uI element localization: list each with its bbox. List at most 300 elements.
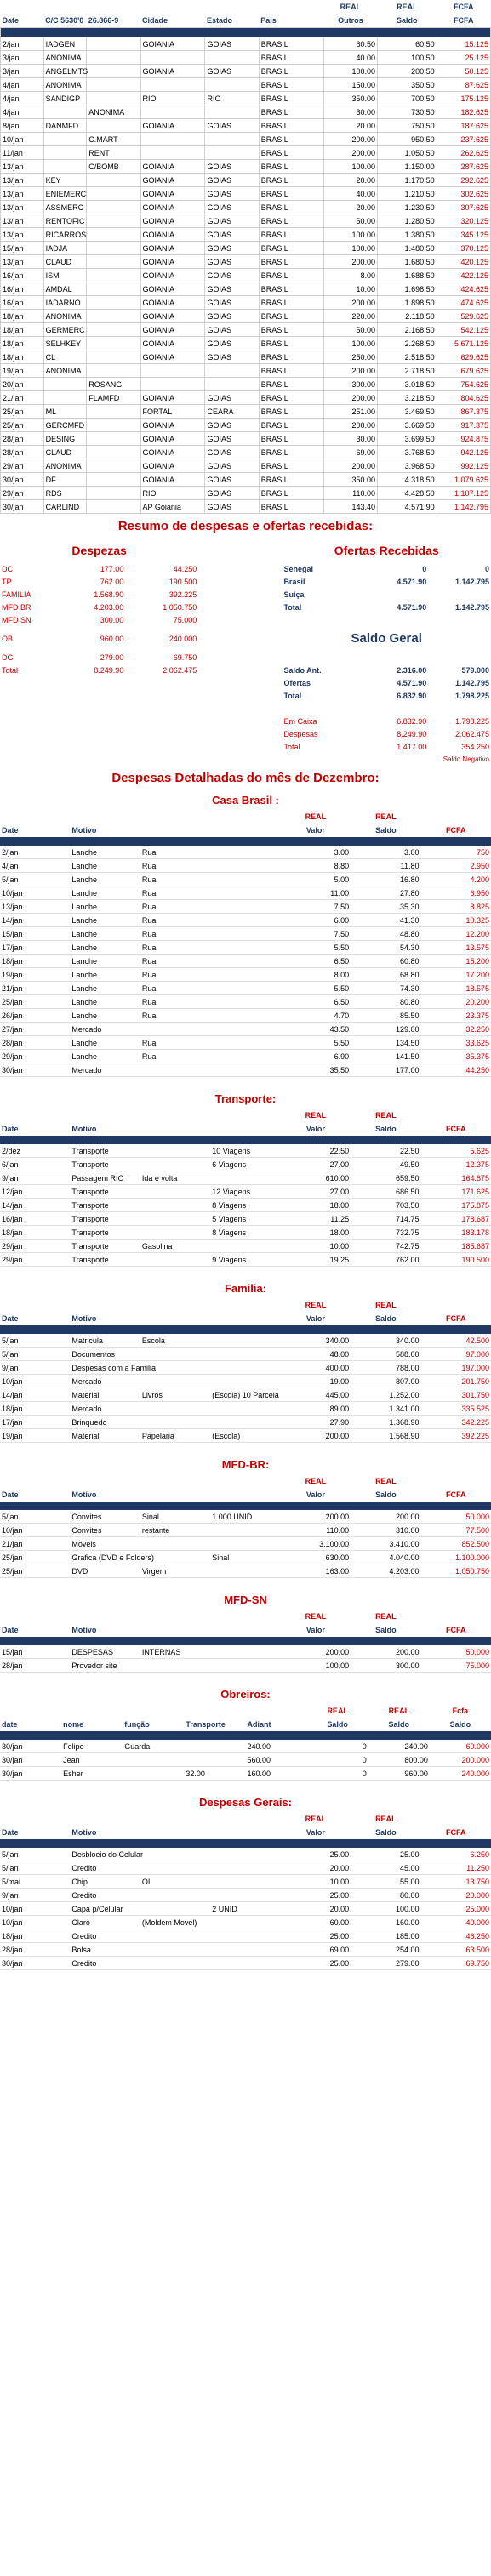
section-cell: 42.500 xyxy=(421,1334,491,1348)
despesa-real: 177.00 xyxy=(100,564,124,573)
section-cell: 15/jan xyxy=(0,927,70,941)
section-cell: 25/jan xyxy=(0,995,70,1009)
ledger-cell: 542.125 xyxy=(437,323,490,337)
empty xyxy=(63,727,126,740)
section-cell: Passagem RIO xyxy=(70,1171,140,1185)
section-cell: 129.00 xyxy=(351,1023,420,1036)
ledger-cell: 200.00 xyxy=(323,296,377,310)
ledger-cell: BRASIL xyxy=(259,92,323,105)
section-cell: Sinal xyxy=(210,1551,280,1564)
section-cell: 175.875 xyxy=(421,1199,491,1212)
head-cell xyxy=(140,1826,210,1839)
section-cell xyxy=(140,1902,210,1916)
section-cell: 49.50 xyxy=(351,1158,420,1171)
section-row xyxy=(0,1916,491,1929)
ledger-cell xyxy=(87,242,140,255)
ledger-row xyxy=(1,201,491,214)
section-table xyxy=(0,810,491,1077)
ledger-cell xyxy=(205,378,259,391)
section-cell: 1.050.750 xyxy=(421,1564,491,1578)
section-row xyxy=(0,1199,491,1212)
ledger-cell: BRASIL xyxy=(259,337,323,350)
head-cell: FCFA xyxy=(446,1125,466,1133)
section-cell: 23.375 xyxy=(421,1009,491,1023)
ledger-cell: ANONIMA xyxy=(43,364,87,378)
section-cell: 18/jan xyxy=(0,1929,70,1943)
ledger-cell: 200.00 xyxy=(323,255,377,269)
ledger-cell: ENIEMERC xyxy=(43,187,87,201)
section-row xyxy=(0,1740,491,1753)
section-title: MFD-BR: xyxy=(221,1458,270,1471)
ledger-cell xyxy=(87,269,140,282)
head-top-cell xyxy=(70,1474,140,1488)
section-head xyxy=(0,824,491,837)
section-cell: 300.00 xyxy=(351,1659,420,1673)
header-cell: Date xyxy=(2,16,20,25)
head-cell: Saldo xyxy=(375,1828,397,1837)
despesa-real: 762.00 xyxy=(100,577,124,586)
ledger-cell: 10.00 xyxy=(323,282,377,296)
section-cell: Transporte xyxy=(70,1240,140,1253)
section-cell: 4.203.00 xyxy=(351,1564,420,1578)
ledger-cell: GOIANIA xyxy=(140,201,205,214)
head-cell: Date xyxy=(2,1828,19,1837)
header-cell: Cidade xyxy=(142,16,168,25)
section-cell: 686.50 xyxy=(351,1185,420,1199)
resumo-row xyxy=(0,601,491,613)
ledger-cell: ANGELMTS xyxy=(43,65,87,78)
resumo-row xyxy=(0,613,491,626)
ledger-cell: ANONIMA xyxy=(43,78,87,92)
head-top-cell xyxy=(421,1812,491,1826)
section-cell: 17.200 xyxy=(421,968,491,982)
section-row xyxy=(0,1185,491,1199)
ledger-cell: GOIANIA xyxy=(140,228,205,242)
ledger-cell: 350.00 xyxy=(323,473,377,487)
ledger-cell: 10/jan xyxy=(1,133,44,146)
section-row xyxy=(0,1158,491,1171)
ledger-cell: ANONIMA xyxy=(43,310,87,323)
ledger-cell: 350.00 xyxy=(323,92,377,105)
header-cell xyxy=(43,0,87,14)
ledger-row xyxy=(1,37,491,51)
section-cell: 74.30 xyxy=(351,982,420,995)
ledger-cell xyxy=(43,105,87,119)
head-top-cell: Fcfa xyxy=(452,1707,469,1715)
ledger-cell: GOIANIA xyxy=(140,160,205,174)
ledger-cell xyxy=(140,378,205,391)
head-top-cell xyxy=(210,1474,280,1488)
resumo-row xyxy=(0,715,491,727)
section-cell: 171.625 xyxy=(421,1185,491,1199)
ledger-cell: 3.669.50 xyxy=(378,419,437,432)
section-cell xyxy=(140,1537,210,1551)
section-cell: 5.00 xyxy=(281,873,351,886)
section-spacer xyxy=(0,1781,491,1792)
head-top-cell: REAL xyxy=(375,1612,397,1621)
section-cell: 25/jan xyxy=(0,1551,70,1564)
section-cell: Rua xyxy=(140,968,210,982)
resumo-real: 1.417.00 xyxy=(397,742,427,751)
section-cell: 8 Viagens xyxy=(210,1199,280,1212)
ledger-cell: 867.375 xyxy=(437,405,490,419)
ledger-cell: RENTOFIC xyxy=(43,214,87,228)
section-cell: 807.00 xyxy=(351,1375,420,1388)
section-cell xyxy=(210,859,280,873)
ledger-cell: 60.50 xyxy=(323,37,377,51)
head-cell xyxy=(210,1826,280,1839)
ledger-cell: 1.230.50 xyxy=(378,201,437,214)
head-top-cell xyxy=(210,1812,280,1826)
ledger-cell: KEY xyxy=(43,174,87,187)
section-cell: Escola xyxy=(140,1334,210,1348)
section-cell: 25.00 xyxy=(281,1848,351,1861)
ledger-cell: 100.00 xyxy=(323,228,377,242)
section-cell xyxy=(210,1645,280,1659)
ledger-cell: 629.625 xyxy=(437,350,490,364)
section-cell xyxy=(140,1375,210,1388)
section-cell: 6.00 xyxy=(281,914,351,927)
ledger-row xyxy=(1,119,491,133)
section-cell xyxy=(210,1537,280,1551)
section-cell xyxy=(210,1171,280,1185)
head-cell: Valor xyxy=(305,1490,325,1499)
section-cell: Convites xyxy=(70,1510,140,1524)
ledger-cell: BRASIL xyxy=(259,78,323,92)
empty xyxy=(125,740,198,753)
head-top-cell xyxy=(184,1704,245,1718)
head-top-cell: REAL xyxy=(375,812,397,821)
section-cell: 5.50 xyxy=(281,1036,351,1050)
ledger-cell: GOIANIA xyxy=(140,174,205,187)
section-cell: Lanche xyxy=(70,900,140,914)
spacer-cell xyxy=(198,664,282,676)
section-cell: Transporte xyxy=(70,1253,140,1267)
empty xyxy=(0,753,63,766)
ledger-cell: 15/jan xyxy=(1,242,44,255)
section-cell: Rua xyxy=(140,995,210,1009)
section-cell: 5/jan xyxy=(0,1348,70,1361)
ledger-cell xyxy=(43,391,87,405)
head-cell: Date xyxy=(2,1125,19,1133)
section-cell: 18.00 xyxy=(281,1199,351,1212)
resumo-real: 8.249.90 xyxy=(397,729,427,738)
ledger-cell xyxy=(43,133,87,146)
ledger-cell: 287.625 xyxy=(437,160,490,174)
section-cell: 11.80 xyxy=(351,859,420,873)
section-cell xyxy=(210,1916,280,1929)
ledger-cell: 3/jan xyxy=(1,51,44,65)
ledger-cell: 20.00 xyxy=(323,119,377,133)
ledger-cell xyxy=(87,323,140,337)
section-cell xyxy=(210,846,280,859)
ledger-cell: 1.688.50 xyxy=(378,269,437,282)
section-bar xyxy=(0,1136,491,1144)
section-cell: 190.500 xyxy=(421,1253,491,1267)
ledger-cell: 200.00 xyxy=(323,391,377,405)
ledger-cell: ML xyxy=(43,405,87,419)
header-cell: Pais xyxy=(260,16,277,25)
ledger-cell xyxy=(205,133,259,146)
section-row xyxy=(0,1429,491,1443)
ledger-cell: GOIAS xyxy=(205,201,259,214)
ledger-cell: BRASIL xyxy=(259,228,323,242)
section-cell: 0 xyxy=(307,1753,368,1767)
ledger-cell: 100.50 xyxy=(378,51,437,65)
section-cell: 28/jan xyxy=(0,1036,70,1050)
resumo-real: 4.571.90 xyxy=(397,577,427,586)
section-cell: 8.80 xyxy=(281,859,351,873)
head-top-cell xyxy=(70,1812,140,1826)
section-cell: Bolsa xyxy=(70,1943,140,1957)
spacer-cell xyxy=(198,702,282,715)
ledger-cell: 4/jan xyxy=(1,92,44,105)
resumo-fcfa: 0 xyxy=(484,564,489,573)
ledger-cell: 200.00 xyxy=(323,364,377,378)
section-row xyxy=(0,1767,491,1781)
ledger-cell: 302.625 xyxy=(437,187,490,201)
ledger-cell: 3.768.50 xyxy=(378,446,437,459)
section-row xyxy=(0,1402,491,1416)
ledger-row xyxy=(1,473,491,487)
section-cell: 27.90 xyxy=(281,1416,351,1429)
section-cell: 279.00 xyxy=(351,1957,420,1970)
ledger-cell: 187.625 xyxy=(437,119,490,133)
section-cell: 335.525 xyxy=(421,1402,491,1416)
section-bar xyxy=(0,1637,491,1645)
ledger-cell: BRASIL xyxy=(259,473,323,487)
section-cell: Capa p/Celular xyxy=(70,1902,140,1916)
section-cell: 13.575 xyxy=(421,941,491,955)
ledger-cell: GERCMFD xyxy=(43,419,87,432)
section-cell: 9/jan xyxy=(0,1889,70,1902)
head-cell: Valor xyxy=(305,1626,325,1634)
section-cell: 30/jan xyxy=(0,1063,70,1077)
section-cell xyxy=(184,1753,245,1767)
head-cell: Valor xyxy=(305,1828,325,1837)
ledger-row xyxy=(1,160,491,174)
ledger-cell: ISM xyxy=(43,269,87,282)
head-cell: Valor xyxy=(305,1314,325,1323)
section-spacer xyxy=(0,1267,491,1279)
section-cell xyxy=(210,927,280,941)
head-top-cell: REAL xyxy=(375,1301,397,1309)
resumo-fcfa: 1.798.225 xyxy=(454,716,489,726)
ledger-cell xyxy=(140,146,205,160)
ledger-cell: 730.50 xyxy=(378,105,437,119)
ledger-cell: GOIANIA xyxy=(140,187,205,201)
section-row xyxy=(0,982,491,995)
ledger-cell: 16/jan xyxy=(1,269,44,282)
section-cell: 26/jan xyxy=(0,1009,70,1023)
empty xyxy=(428,651,491,664)
section-cell xyxy=(210,900,280,914)
ledger-cell: 150.00 xyxy=(323,78,377,92)
section-cell xyxy=(184,1740,245,1753)
ledger-cell: 370.125 xyxy=(437,242,490,255)
section-cell: (Escola) xyxy=(210,1429,280,1443)
head-cell: Saldo xyxy=(375,1626,397,1634)
section-cell: 2/jan xyxy=(0,846,70,859)
section-cell: 200.00 xyxy=(351,1645,420,1659)
section-cell: Rua xyxy=(140,1036,210,1050)
ledger-row xyxy=(1,92,491,105)
header-cell xyxy=(259,0,323,14)
ledger-cell: 8.00 xyxy=(323,269,377,282)
ledger-cell: 320.125 xyxy=(437,214,490,228)
section-cell xyxy=(140,1023,210,1036)
section-head xyxy=(0,1312,491,1325)
section-cell: 20.00 xyxy=(281,1861,351,1875)
ledger-cell xyxy=(87,37,140,51)
section-cell xyxy=(140,1861,210,1875)
section-cell: 3.00 xyxy=(281,846,351,859)
despesa-real: 300.00 xyxy=(100,615,124,624)
section-cell xyxy=(210,955,280,968)
ledger-cell: 2.518.50 xyxy=(378,350,437,364)
section-cell: 54.30 xyxy=(351,941,420,955)
section-row xyxy=(0,1334,491,1348)
ledger-cell: 237.625 xyxy=(437,133,490,146)
despesa-fcfa: 1.050.750 xyxy=(163,602,197,612)
head-top-cell xyxy=(70,810,140,824)
section-row xyxy=(0,1564,491,1578)
head-top-cell xyxy=(210,1298,280,1312)
section-cell xyxy=(210,1348,280,1361)
section-cell: 560.00 xyxy=(246,1753,307,1767)
resumo-real xyxy=(366,588,429,601)
ledger-cell: BRASIL xyxy=(259,419,323,432)
ledger-cell: IADJA xyxy=(43,242,87,255)
ledger-cell: 50.00 xyxy=(323,323,377,337)
section-bar xyxy=(0,1325,491,1334)
saldo-negativo: Saldo Negativo xyxy=(442,755,489,763)
empty xyxy=(63,740,126,753)
ledger-cell: GOIANIA xyxy=(140,242,205,255)
resumo-row xyxy=(0,702,491,715)
spacer-cell xyxy=(198,562,282,575)
head-cell: Date xyxy=(2,826,19,835)
ledger-cell: IADGEN xyxy=(43,37,87,51)
resumo-row xyxy=(0,753,491,766)
section-head xyxy=(0,1488,491,1502)
section-table xyxy=(0,1704,491,1781)
empty xyxy=(366,702,429,715)
section-cell: 11.00 xyxy=(281,886,351,900)
section-cell: 10.00 xyxy=(281,1240,351,1253)
section-cell: 200.000 xyxy=(430,1753,491,1767)
section-row xyxy=(0,1144,491,1158)
section-cell: Material xyxy=(70,1429,140,1443)
spacer-cell xyxy=(198,689,282,702)
section-cell: 4/jan xyxy=(0,859,70,873)
section-cell: Lanche xyxy=(70,927,140,941)
section-cell: 2.950 xyxy=(421,859,491,873)
ledger-table xyxy=(0,0,491,514)
ledger-cell: 679.625 xyxy=(437,364,490,378)
section-cell xyxy=(140,1063,210,1077)
section-cell: Credito xyxy=(70,1889,140,1902)
head-cell: função xyxy=(124,1720,150,1729)
section-cell: 50.000 xyxy=(421,1510,491,1524)
section-cell: Transporte xyxy=(70,1158,140,1171)
ledger-cell: 200.00 xyxy=(323,146,377,160)
section-row xyxy=(0,1524,491,1537)
ledger-row xyxy=(1,310,491,323)
section-cell xyxy=(210,1023,280,1036)
ledger-cell: GOIAS xyxy=(205,323,259,337)
section-cell xyxy=(210,886,280,900)
head-cell: Saldo xyxy=(388,1720,410,1729)
ledger-cell: 950.50 xyxy=(378,133,437,146)
ledger-row xyxy=(1,432,491,446)
ledger-cell xyxy=(87,350,140,364)
ledger-cell: 1.280.50 xyxy=(378,214,437,228)
ledger-cell: 13/jan xyxy=(1,214,44,228)
empty xyxy=(63,715,126,727)
ledger-cell: 750.50 xyxy=(378,119,437,133)
section-cell: 16/jan xyxy=(0,1212,70,1226)
section-cell: 18/jan xyxy=(0,1402,70,1416)
ledger-cell xyxy=(205,146,259,160)
ledger-cell: GOIAS xyxy=(205,242,259,255)
section-cell: 29/jan xyxy=(0,1050,70,1063)
section-cell: 5/jan xyxy=(0,1510,70,1524)
ledger-cell: AP Goiania xyxy=(140,500,205,514)
section-bar-cell xyxy=(0,1637,491,1645)
ledger-cell: 350.50 xyxy=(378,78,437,92)
section-cell: 1.252.00 xyxy=(351,1388,420,1402)
section-row xyxy=(0,968,491,982)
section-cell: 11.25 xyxy=(281,1212,351,1226)
section-cell: 1.000 UNID xyxy=(210,1510,280,1524)
head-top-cell xyxy=(421,1298,491,1312)
header-cell xyxy=(1,0,44,14)
section-cell: 1.568.90 xyxy=(351,1429,420,1443)
ledger-cell: 182.625 xyxy=(437,105,490,119)
ledger-row xyxy=(1,51,491,65)
ledger-cell: GOIAS xyxy=(205,446,259,459)
ledger-cell: 200.50 xyxy=(378,65,437,78)
ledger-cell: 69.00 xyxy=(323,446,377,459)
section-head-top xyxy=(0,1704,491,1718)
ledger-cell: GOIANIA xyxy=(140,296,205,310)
ledger-cell: GOIAS xyxy=(205,310,259,323)
despesa-real: 8.249.90 xyxy=(94,665,124,675)
resumo-fcfa: 579.000 xyxy=(461,665,489,675)
despesa-label: FAMILIA xyxy=(2,590,31,599)
section-cell: 342.225 xyxy=(421,1416,491,1429)
section-cell: Lanche xyxy=(70,1036,140,1050)
ledger-cell: GOIAS xyxy=(205,391,259,405)
head-cell: Motivo xyxy=(71,1490,97,1499)
ledger-row xyxy=(1,255,491,269)
section-row xyxy=(0,1902,491,1916)
section-cell: 30/jan xyxy=(0,1753,61,1767)
ledger-cell xyxy=(87,405,140,419)
ledger-cell: 8/jan xyxy=(1,119,44,133)
empty xyxy=(125,753,198,766)
section-row xyxy=(0,859,491,873)
resumo-label: Suiça xyxy=(283,590,305,599)
header-cell xyxy=(87,0,140,14)
ledger-cell: GOIAS xyxy=(205,459,259,473)
ledger-cell: GOIAS xyxy=(205,255,259,269)
ledger-cell xyxy=(87,78,140,92)
section-cell xyxy=(140,1158,210,1171)
section-cell: Moveis xyxy=(70,1537,140,1551)
despesa-label: MFD BR xyxy=(2,602,31,612)
